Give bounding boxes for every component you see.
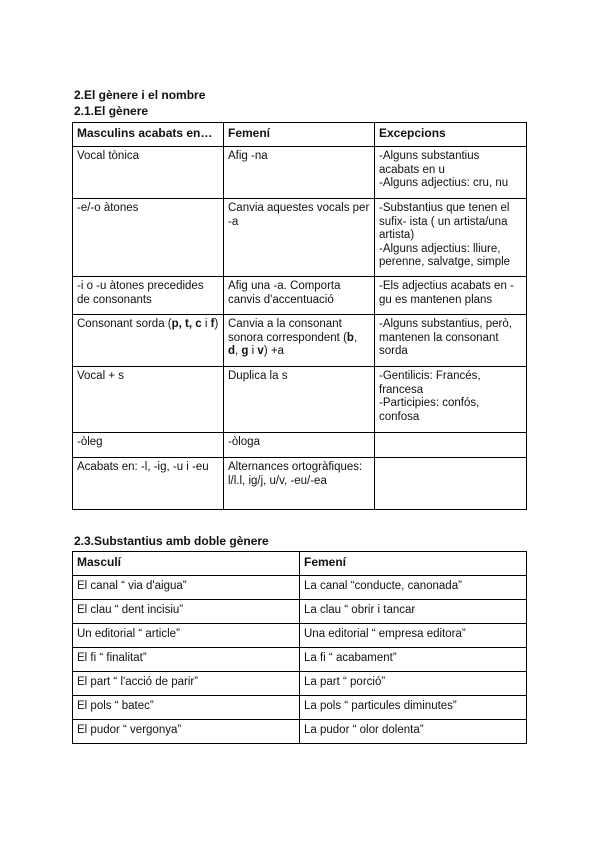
exception-line: -Gentilicis: Francés, francesa <box>379 370 481 396</box>
cell-masculine: El fi “ finalitat” <box>73 648 300 672</box>
table-row <box>73 458 527 510</box>
cell-exceptions <box>375 199 527 277</box>
exception-line: -Els adjectius acabats en -gu es mantenen plans <box>379 280 514 306</box>
exception-line: -Alguns adjectius: cru, nu <box>379 177 509 189</box>
cell-masculine: Vocal tònica <box>73 147 224 199</box>
table-row <box>73 576 527 600</box>
column-header-excepcions: Excepcions <box>375 123 527 147</box>
subsection-title-genere: 2.1.El gènere <box>74 104 149 118</box>
cell-masculine: El clau “ dent incisiu” <box>73 600 300 624</box>
section-title: 2.El gènere i el nombre <box>74 88 206 102</box>
cell-feminine: Afig una -a. Comporta canvis d'accentuació <box>224 277 375 315</box>
exception-line: -Alguns substantius, però, mantenen la consonant sorda <box>379 318 512 357</box>
cell-masculine: Vocal + s <box>73 367 224 433</box>
cell-feminine: -òloga <box>224 433 375 458</box>
column-header-femeni: Femení <box>224 123 375 147</box>
cell-exceptions <box>375 147 527 199</box>
cell-exceptions <box>375 315 527 367</box>
cell-exceptions-empty <box>375 433 527 458</box>
exception-line: -Participies: confós, confosa <box>379 397 480 423</box>
cell-exceptions-empty <box>375 458 527 510</box>
cell-masculine: -òleg <box>73 433 224 458</box>
cell-feminine: Afig -na <box>224 147 375 199</box>
table-row <box>73 147 527 199</box>
table-row <box>73 433 527 458</box>
exception-line: -Alguns substantius acabats en u <box>379 150 480 176</box>
table-row <box>73 696 527 720</box>
table-row <box>73 600 527 624</box>
cell-masculine: El pols “ batec” <box>73 696 300 720</box>
cell-masculine: Acabats en: -l, -ig, -u i -eu <box>73 458 224 510</box>
table-row <box>73 720 527 744</box>
cell-feminine: La pudor “ olor dolenta” <box>300 720 527 744</box>
cell-feminine: La fi “ acabament” <box>300 648 527 672</box>
exception-line: -Alguns adjectius: lliure, perenne, salvatge, simple <box>379 242 511 268</box>
cell-exceptions <box>375 277 527 315</box>
gender-rules-table <box>72 122 527 510</box>
table-row <box>73 199 527 277</box>
table-row <box>73 672 527 696</box>
exception-line: -Substantius que tenen el sufix- ista ( un artista/una artista) <box>379 202 510 241</box>
column-header-femeni: Femení <box>300 552 527 576</box>
cell-feminine: Duplica la s <box>224 367 375 433</box>
cell-feminine: Una editorial “ empresa editora” <box>300 624 527 648</box>
subsection-title-doble-genere: 2.3.Substantius amb doble gènere <box>74 534 269 548</box>
cell-masculine: Consonant sorda (p, t, c i f) <box>73 315 224 367</box>
cell-masculine: -e/-o àtones <box>73 199 224 277</box>
cell-masculine: Un editorial “ article” <box>73 624 300 648</box>
table-row <box>73 648 527 672</box>
cell-feminine: La canal “conducte, canonada” <box>300 576 527 600</box>
cell-exceptions <box>375 367 527 433</box>
table-header-row <box>73 552 527 576</box>
cell-feminine: La part “ porció” <box>300 672 527 696</box>
cell-feminine: Alternances ortogràfiques: l/l.l, ig/j, u/v, -eu/-ea <box>224 458 375 510</box>
table-row <box>73 367 527 433</box>
double-gender-table <box>72 551 527 744</box>
table-row <box>73 277 527 315</box>
cell-feminine: La pols “ particules diminutes” <box>300 696 527 720</box>
table-row <box>73 315 527 367</box>
table-row <box>73 624 527 648</box>
cell-feminine: La clau “ obrir i tancar <box>300 600 527 624</box>
column-header-masculi: Masculí <box>73 552 300 576</box>
cell-masculine: El canal “ via d'aigua” <box>73 576 300 600</box>
cell-masculine: -i o -u àtones precedides de consonants <box>73 277 224 315</box>
cell-feminine: Canvia aquestes vocals per -a <box>224 199 375 277</box>
column-header-masculins: Masculins acabats en… <box>73 123 224 147</box>
cell-masculine: El part “ l'acció de parir” <box>73 672 300 696</box>
cell-feminine: Canvia a la consonant sonora correspondent (b, d, g i v) +a <box>224 315 375 367</box>
table-header-row <box>73 123 527 147</box>
cell-masculine: El pudor “ vergonya” <box>73 720 300 744</box>
